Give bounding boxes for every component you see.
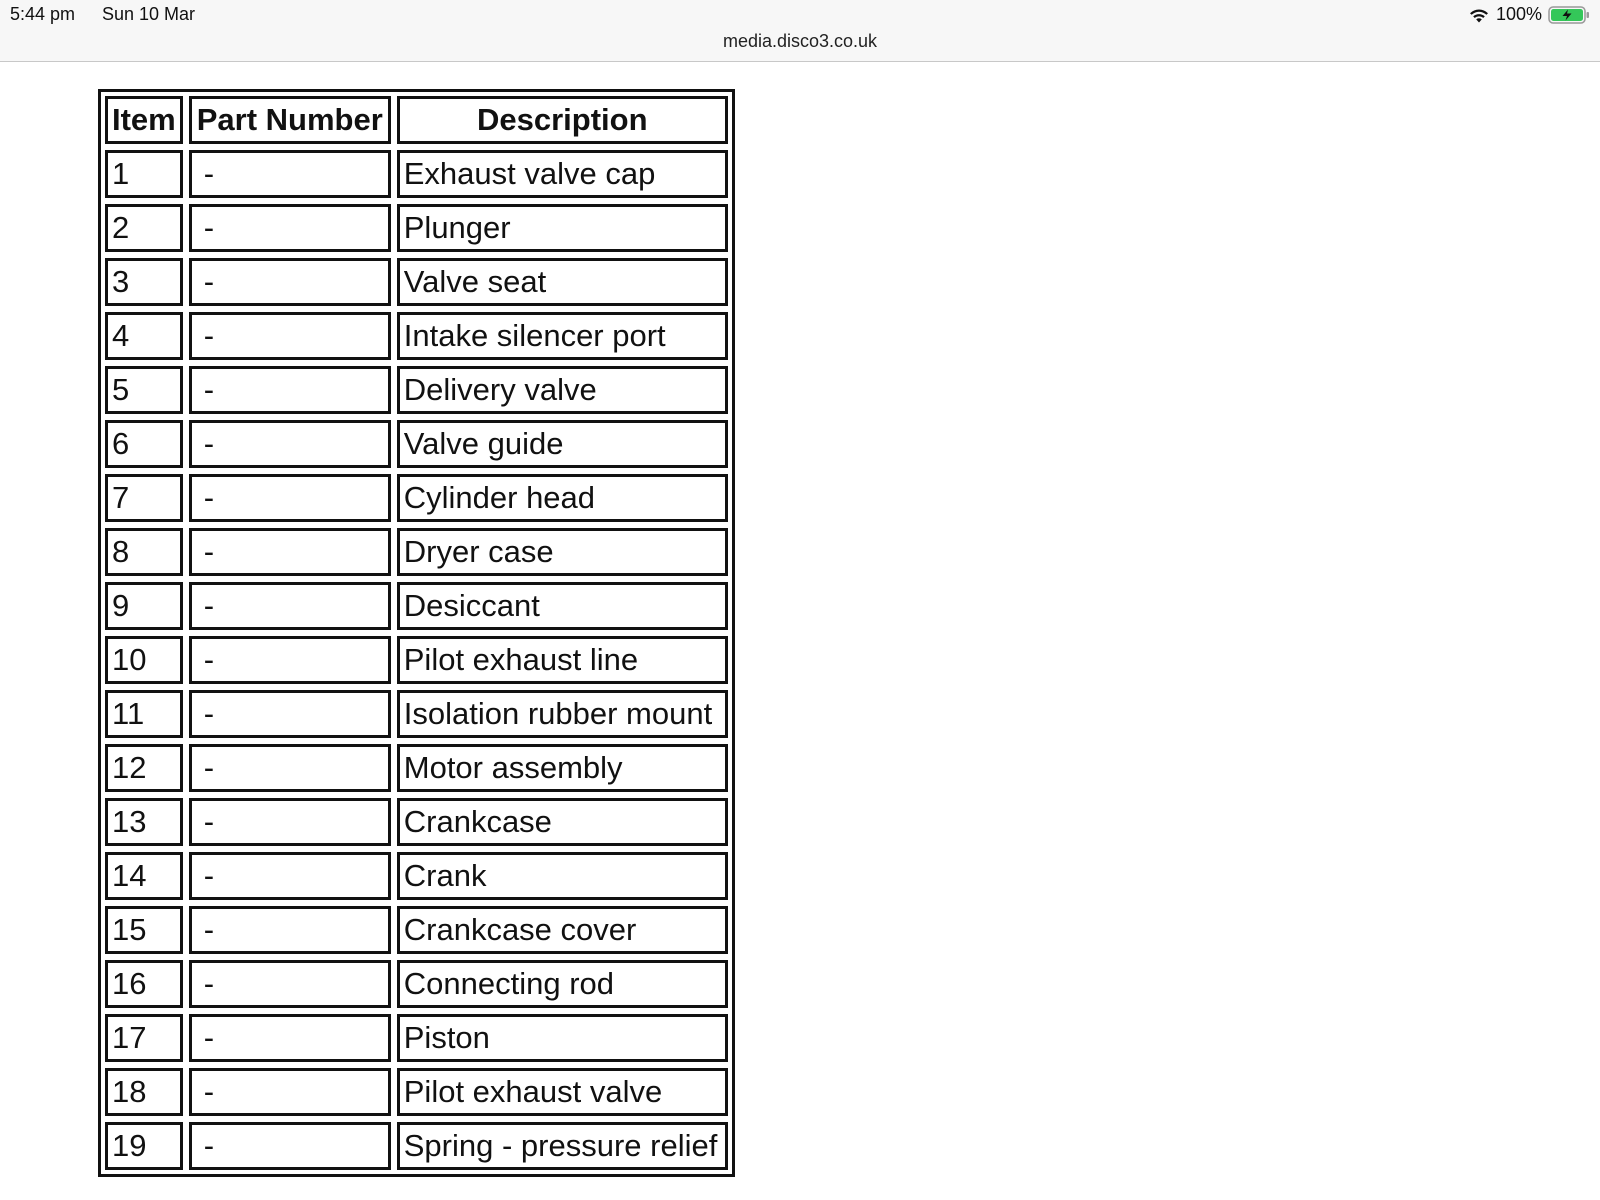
description-cell: Cylinder head <box>397 474 728 522</box>
table-row <box>105 1122 728 1170</box>
item-cell: 18 <box>105 1068 183 1116</box>
description-cell: Motor assembly <box>397 744 728 792</box>
description-cell: Pilot exhaust valve <box>397 1068 728 1116</box>
part-number-cell: - <box>189 744 391 792</box>
item-cell: 19 <box>105 1122 183 1170</box>
part-number-cell: - <box>189 906 391 954</box>
table-row <box>105 744 728 792</box>
table-row <box>105 636 728 684</box>
header-description: Description <box>397 96 728 144</box>
description-cell: Valve seat <box>397 258 728 306</box>
item-cell: 2 <box>105 204 183 252</box>
part-number-cell: - <box>189 366 391 414</box>
description-cell: Plunger <box>397 204 728 252</box>
table-row <box>105 690 728 738</box>
table-row <box>105 798 728 846</box>
status-bar <box>0 0 1600 62</box>
table-row <box>105 852 728 900</box>
part-number-cell: - <box>189 852 391 900</box>
item-cell: 7 <box>105 474 183 522</box>
parts-table <box>99 90 734 1176</box>
status-time: 5:44 pm <box>10 4 76 24</box>
description-cell: Piston <box>397 1014 728 1062</box>
item-cell: 10 <box>105 636 183 684</box>
description-cell: Crankcase <box>397 798 728 846</box>
description-cell: Crankcase cover <box>397 906 728 954</box>
description-cell: Pilot exhaust line <box>397 636 728 684</box>
description-cell: Connecting rod <box>397 960 728 1008</box>
header-item: Item <box>105 96 183 144</box>
table-row <box>105 528 728 576</box>
part-number-cell: - <box>189 1068 391 1116</box>
item-cell: 11 <box>105 690 183 738</box>
table-row <box>105 474 728 522</box>
description-cell: Intake silencer port <box>397 312 728 360</box>
description-cell: Desiccant <box>397 582 728 630</box>
description-cell: Crank <box>397 852 728 900</box>
item-cell: 4 <box>105 312 183 360</box>
item-cell: 9 <box>105 582 183 630</box>
part-number-cell: - <box>189 312 391 360</box>
item-cell: 5 <box>105 366 183 414</box>
item-cell: 15 <box>105 906 183 954</box>
item-cell: 16 <box>105 960 183 1008</box>
part-number-cell: - <box>189 1122 391 1170</box>
item-cell: 3 <box>105 258 183 306</box>
part-number-cell: - <box>189 150 391 198</box>
table-row <box>105 1014 728 1062</box>
description-cell: Valve guide <box>397 420 728 468</box>
table-row <box>105 150 728 198</box>
table-row <box>105 258 728 306</box>
item-cell: 8 <box>105 528 183 576</box>
battery-percentage: 100% <box>1495 4 1542 24</box>
table-row <box>105 420 728 468</box>
table-row <box>105 366 728 414</box>
item-cell: 6 <box>105 420 183 468</box>
part-number-cell: - <box>189 582 391 630</box>
status-indicators <box>1468 4 1590 25</box>
part-number-cell: - <box>189 798 391 846</box>
table-row <box>105 582 728 630</box>
description-cell: Exhaust valve cap <box>397 150 728 198</box>
table-row <box>105 1068 728 1116</box>
table-row <box>105 312 728 360</box>
item-cell: 14 <box>105 852 183 900</box>
part-number-cell: - <box>189 960 391 1008</box>
part-number-cell: - <box>189 258 391 306</box>
item-cell: 12 <box>105 744 183 792</box>
part-number-cell: - <box>189 474 391 522</box>
part-number-cell: - <box>189 1014 391 1062</box>
table-row <box>105 906 728 954</box>
table-row <box>105 960 728 1008</box>
item-cell: 17 <box>105 1014 183 1062</box>
part-number-cell: - <box>189 420 391 468</box>
table-row <box>105 204 728 252</box>
header-part-number: Part Number <box>189 96 391 144</box>
address-bar-url[interactable]: media.disco3.co.uk <box>722 31 878 51</box>
description-cell: Isolation rubber mount <box>397 690 728 738</box>
part-number-cell: - <box>189 528 391 576</box>
table-header-row <box>105 96 728 144</box>
wifi-icon <box>1468 6 1490 24</box>
status-date: Sun 10 Mar <box>102 4 196 24</box>
part-number-cell: - <box>189 204 391 252</box>
description-cell: Delivery valve <box>397 366 728 414</box>
description-cell: Spring - pressure relief <box>397 1122 728 1170</box>
item-cell: 13 <box>105 798 183 846</box>
battery-charging-icon <box>1548 5 1590 25</box>
parts-table-container <box>98 89 735 1177</box>
part-number-cell: - <box>189 690 391 738</box>
item-cell: 1 <box>105 150 183 198</box>
part-number-cell: - <box>189 636 391 684</box>
description-cell: Dryer case <box>397 528 728 576</box>
